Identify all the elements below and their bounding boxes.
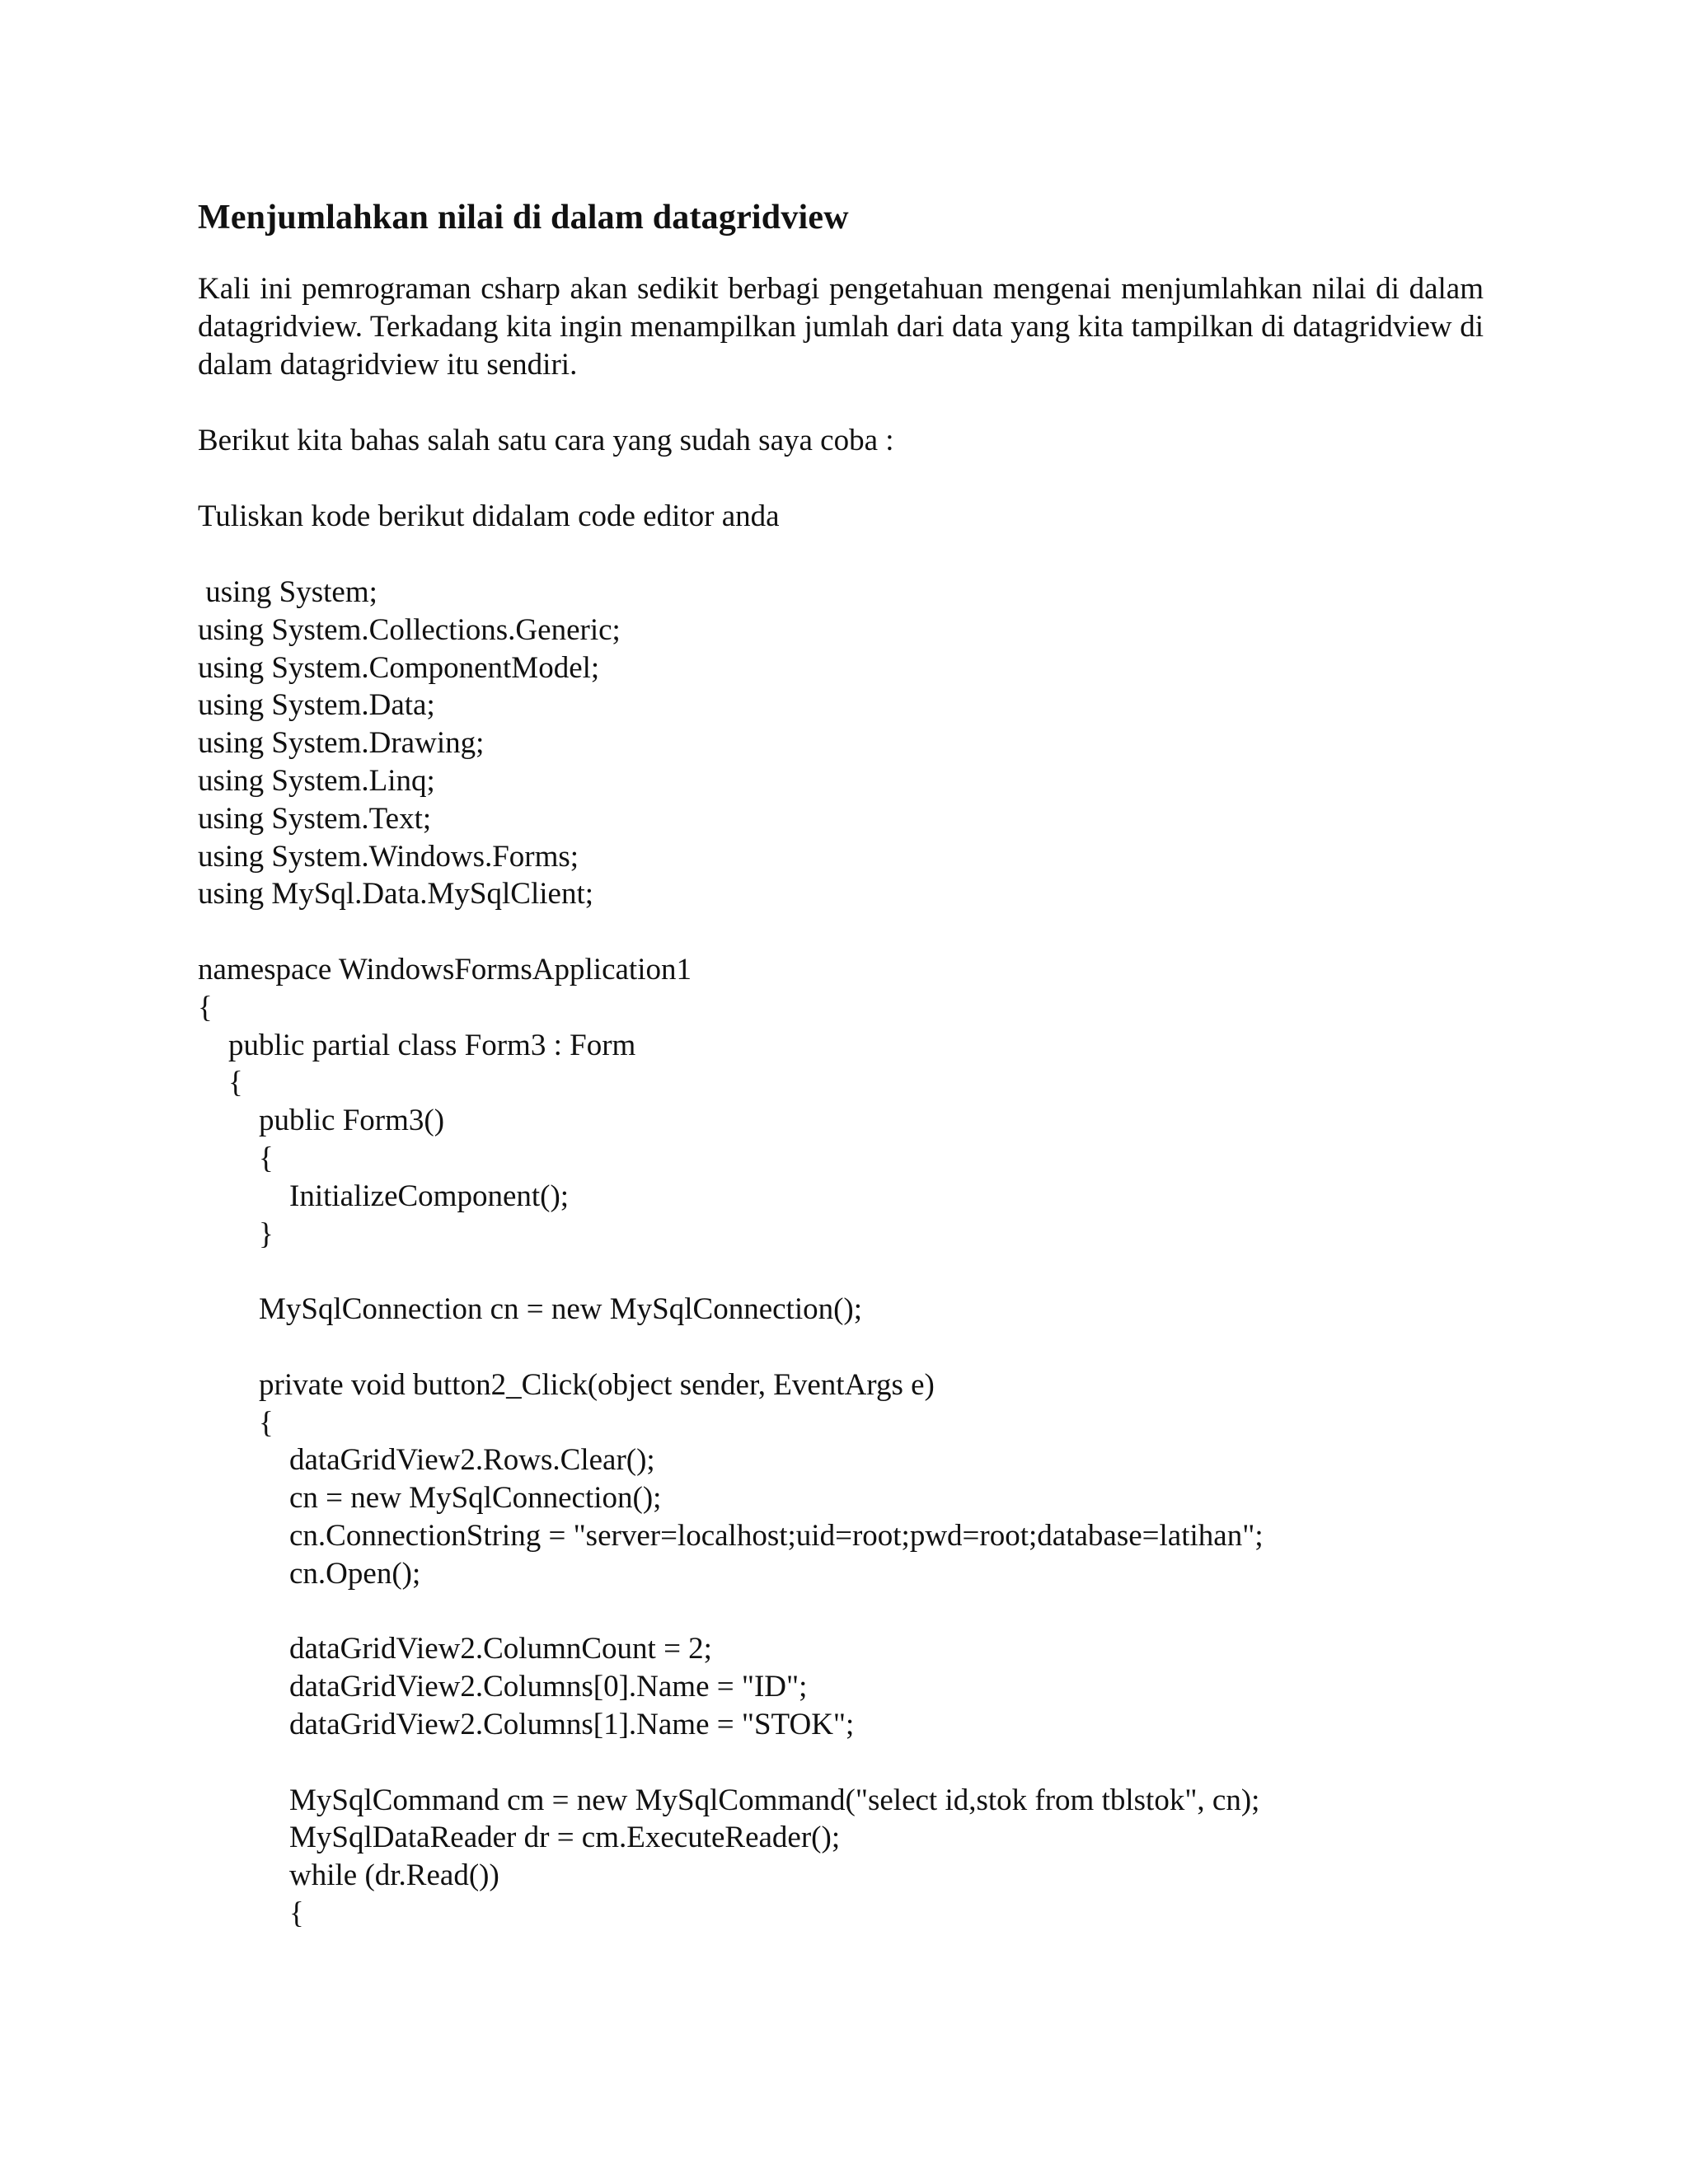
code-line: MySqlCommand cm = new MySqlCommand("select id,stok from tblstok", cn); <box>198 1783 1260 1817</box>
code-line: using System.Windows.Forms; <box>198 839 579 874</box>
code-block <box>198 574 1484 1933</box>
code-line: } <box>198 1216 274 1251</box>
code-line: cn.ConnectionString = "server=localhost;uid=root;pwd=root;database=latihan"; <box>198 1518 1264 1553</box>
code-line: using System.Collections.Generic; <box>198 612 621 647</box>
code-line: using System.Text; <box>198 801 432 836</box>
code-line: { <box>198 1066 243 1100</box>
code-line: namespace WindowsFormsApplication1 <box>198 952 692 987</box>
code-line: dataGridView2.ColumnCount = 2; <box>198 1632 712 1666</box>
code-line <box>198 1593 1484 1631</box>
code-line: MySqlDataReader dr = cm.ExecuteReader(); <box>198 1821 841 1855</box>
code-line: dataGridView2.Rows.Clear(); <box>198 1443 655 1478</box>
document-title: Menjumlahkan nilai di dalam datagridview <box>198 199 849 237</box>
code-line: { <box>198 1896 304 1930</box>
instruction-paragraph: Tuliskan kode berikut didalam code editor anda <box>198 499 780 533</box>
code-line: using MySql.Data.MySqlClient; <box>198 877 594 912</box>
code-line: cn.Open(); <box>198 1556 421 1591</box>
code-line: InitializeComponent(); <box>198 1179 570 1213</box>
code-line: public Form3() <box>198 1104 445 1138</box>
code-line: while (dr.Read()) <box>198 1858 499 1893</box>
code-line: using System.Data; <box>198 688 435 723</box>
code-line: using System.ComponentModel; <box>198 650 600 685</box>
code-line <box>198 913 1484 951</box>
code-line: { <box>198 1405 274 1440</box>
code-line: { <box>198 1141 274 1175</box>
code-line: { <box>198 990 213 1024</box>
code-line: using System.Linq; <box>198 763 435 798</box>
code-line: cn = new MySqlConnection(); <box>198 1481 662 1516</box>
code-line: using System.Drawing; <box>198 726 485 761</box>
code-line <box>198 1744 1484 1782</box>
code-line <box>198 1329 1484 1366</box>
code-line: dataGridView2.Columns[1].Name = "STOK"; <box>198 1707 855 1741</box>
code-line: private void button2_Click(object sender, EventArgs e) <box>198 1367 935 1402</box>
code-line: public partial class Form3 : Form <box>198 1028 636 1062</box>
code-line: MySqlConnection cn = new MySqlConnection(); <box>198 1292 863 1327</box>
code-line: dataGridView2.Columns[0].Name = "ID"; <box>198 1670 808 1704</box>
method-paragraph: Berikut kita bahas salah satu cara yang sudah saya coba : <box>198 424 894 457</box>
intro-paragraph: Kali ini pemrograman csharp akan sedikit berbagi pengetahuan mengenai menjumlahkan nilai di dalam datagridview. Terkadang kita ingin menampilkan jumlah dari data yang kita tampilkan di datagridview di dalam datagridview itu sendiri. <box>198 272 1484 382</box>
code-line <box>198 1253 1484 1291</box>
code-line: using System; <box>198 575 377 609</box>
document-content <box>198 194 1484 1933</box>
